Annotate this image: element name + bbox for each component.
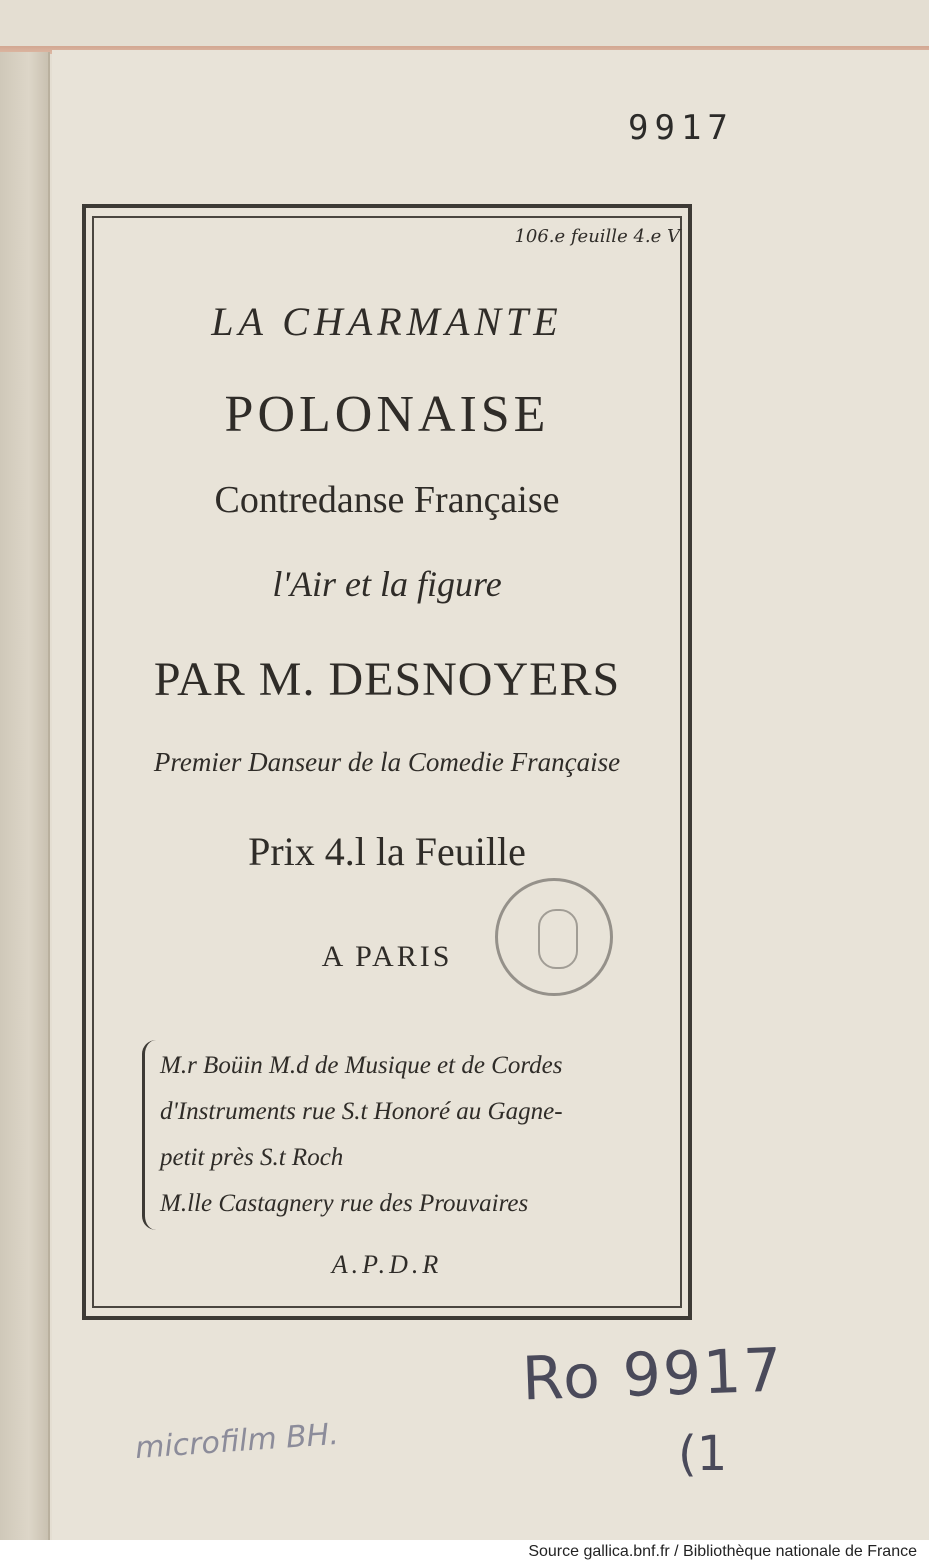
catalog-number: 9917 [628, 108, 734, 148]
microfilm-note: microfilm BH. [134, 1416, 340, 1467]
address-line: petit près S.t Roch [160, 1144, 344, 1171]
left-page-edge [0, 52, 50, 1540]
city-line: A PARIS [321, 940, 453, 973]
shelfmark-suffix: (1 [678, 1426, 728, 1482]
address-line: M.lle Castagnery rue des Prouvaires [160, 1190, 529, 1217]
role-line: Premier Danseur de la Comedie Française [153, 747, 621, 777]
author-line: PAR M. DESNOYERS [153, 653, 621, 706]
title-line-1: LA CHARMANTE [211, 299, 563, 344]
source-credit: Source gallica.bnf.fr / Bibliothèque nationale de France [528, 1543, 917, 1560]
air-line: l'Air et la figure [272, 564, 502, 604]
privilege-mark: A.P.D.R [331, 1250, 443, 1279]
price-line: Prix 4.l la Feuille [248, 829, 526, 874]
library-stamp [495, 878, 613, 996]
subtitle: Contredanse Française [214, 479, 560, 521]
address-line: M.r Boüin M.d de Musique et de Cordes [160, 1052, 563, 1079]
address-brace [142, 1040, 162, 1230]
shelfmark: Ro 9917 [520, 1335, 785, 1415]
title-line-2: POLONAISE [224, 386, 550, 443]
sheet-note: 106.e feuille 4.e V [514, 226, 680, 247]
address-line: d'Instruments rue S.t Honoré au Gagne- [160, 1098, 563, 1125]
